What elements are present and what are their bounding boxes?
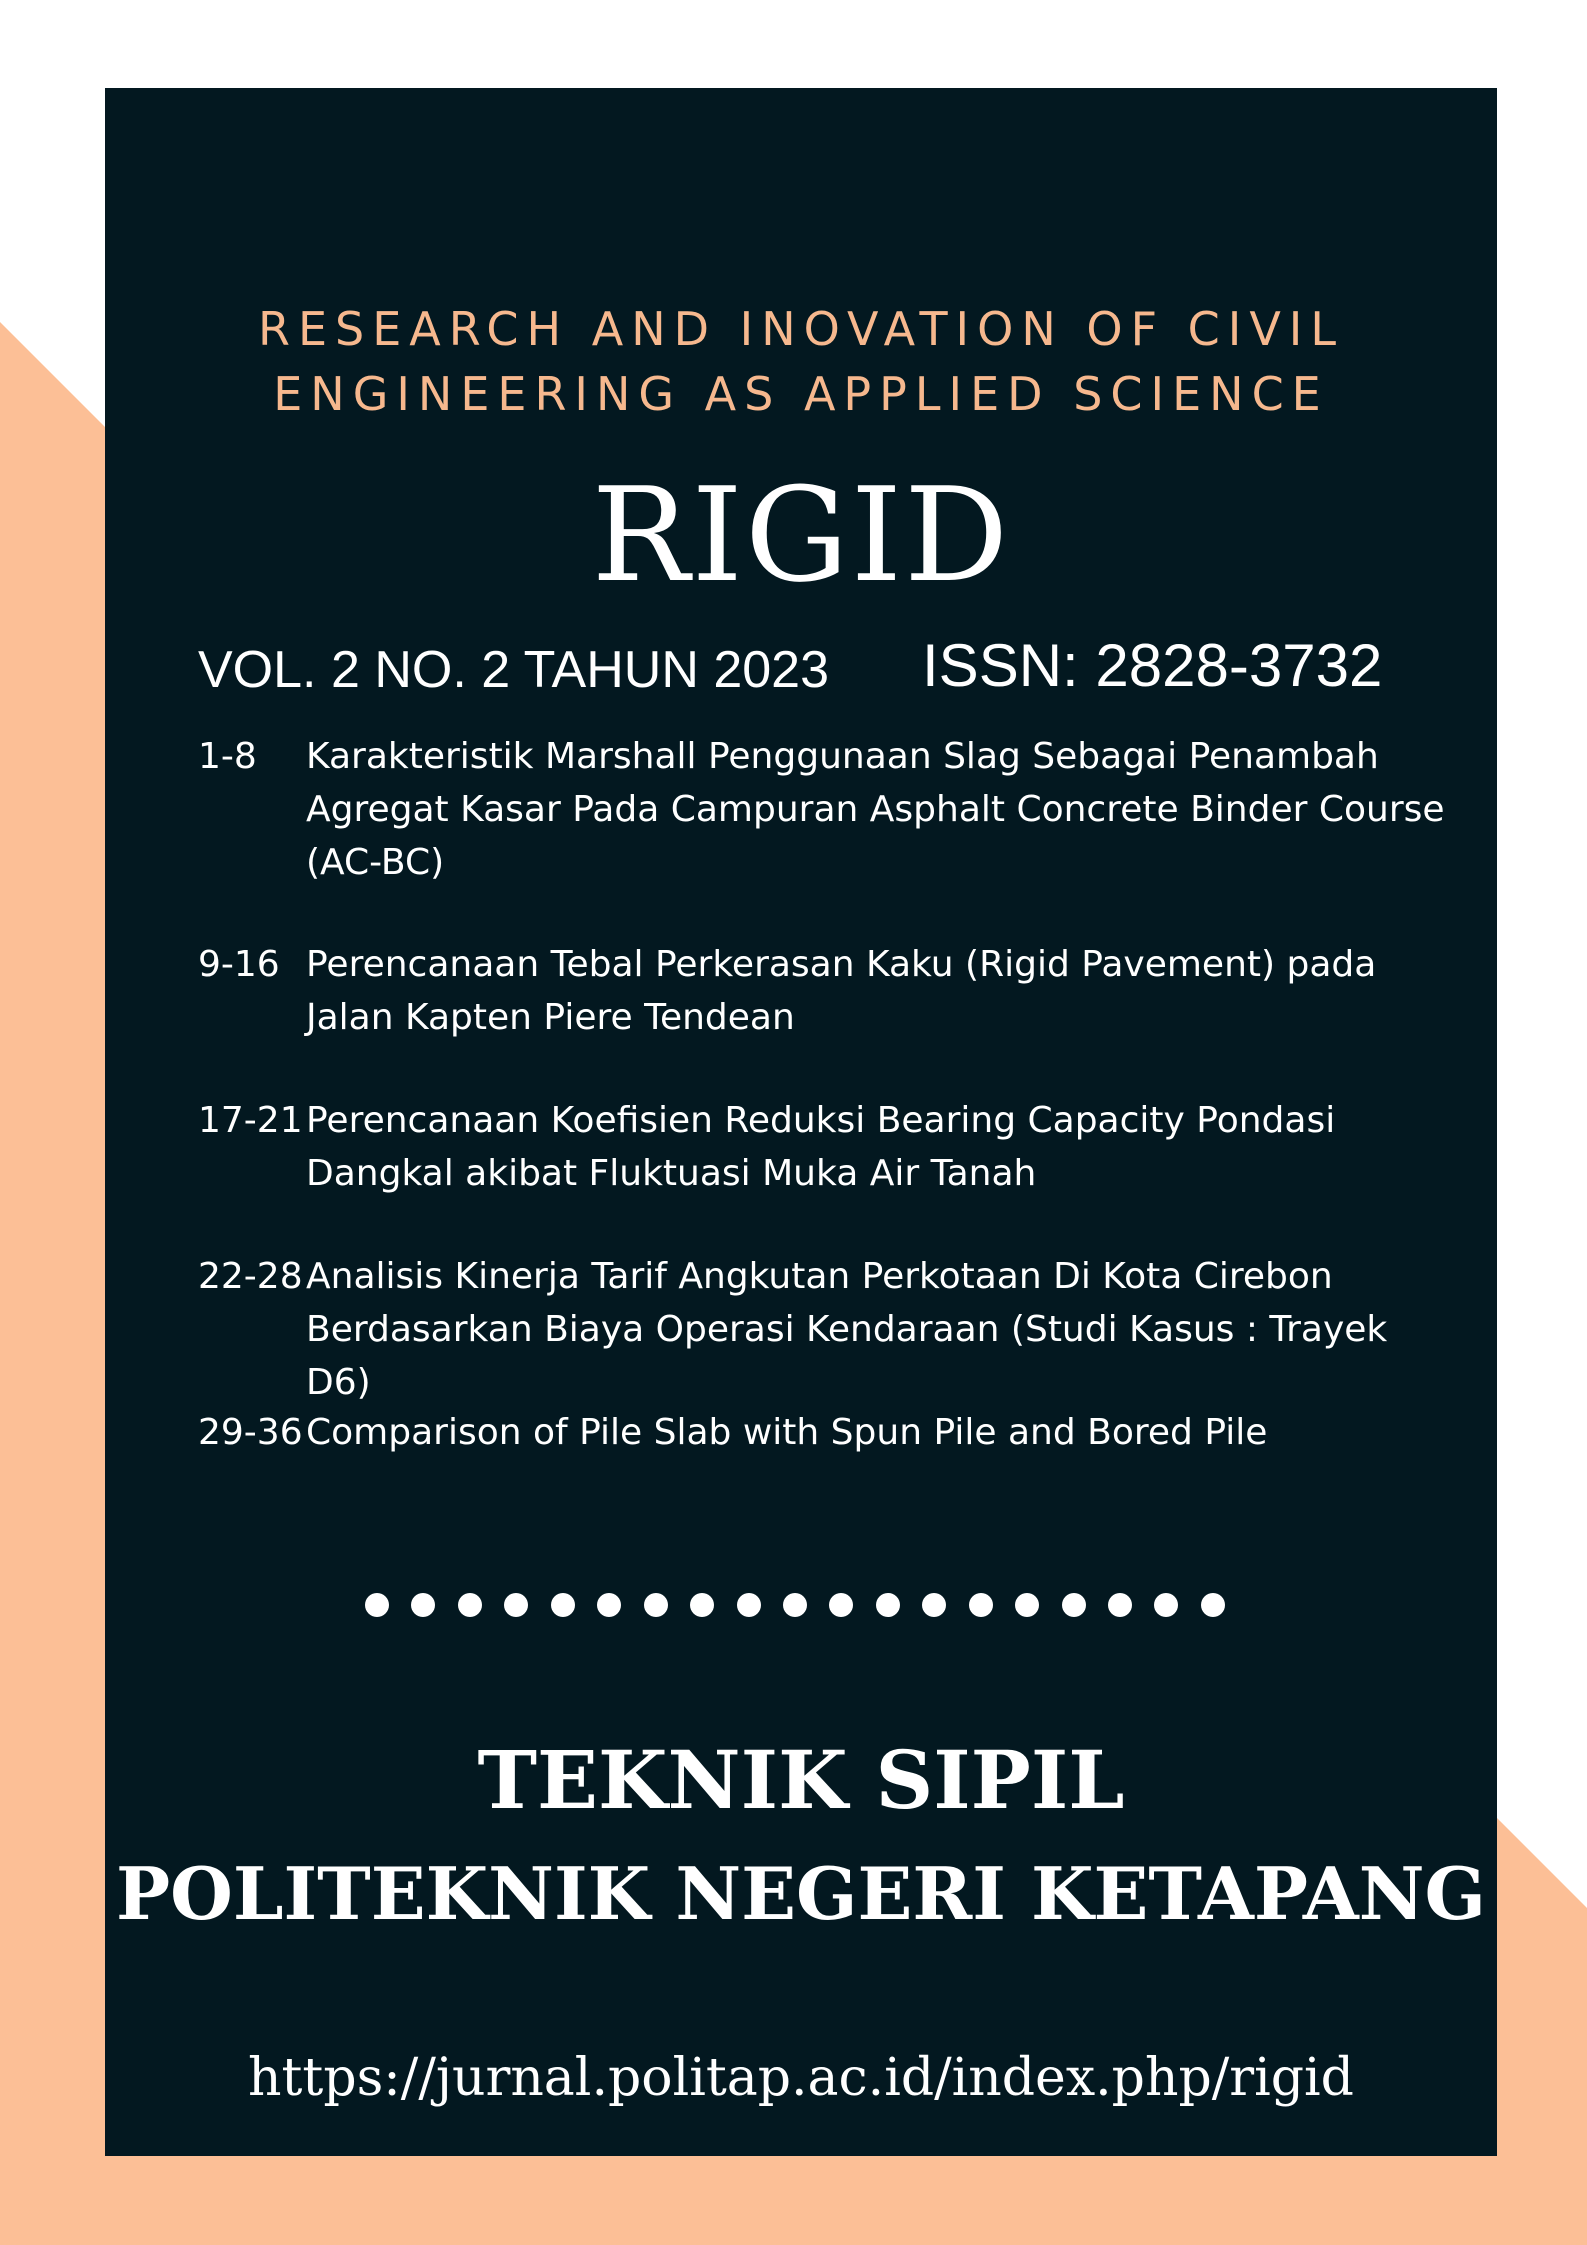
divider-dot [504,1593,528,1617]
department-name: TEKNIK SIPIL [477,1733,1125,1827]
peach-bottom-band [0,2156,1587,2245]
divider-dot [597,1593,621,1617]
peach-corner-shape-left [0,322,105,2245]
article-title: Karakteristik Marshall Penggunaan Slag Sebagai Penambah Agregat Kasar Pada Campuran Asphalt Concrete Binder Course (AC-BC) [306,736,1445,883]
divider-dot [644,1593,668,1617]
divider-dot [922,1593,946,1617]
divider-dot [365,1593,389,1617]
divider-dot [411,1593,435,1617]
journal-title: RIGID [591,459,1011,611]
divider-dot [1062,1593,1086,1617]
article-title: Analisis Kinerja Tarif Angkutan Perkotaan Di Kota Cirebon Berdasarkan Biaya Operasi Kendaraan (Studi Kasus : Trayek D6) [306,1256,1388,1403]
journal-url: https://jurnal.politap.ac.id/index.php/rigid [248,2048,1354,2108]
article-pages: 29-36 [198,1412,303,1453]
divider-dot [1015,1593,1039,1617]
divider-dot [690,1593,714,1617]
divider-dot [783,1593,807,1617]
article-title: Perencanaan Koefisien Reduksi Bearing Capacity Pondasi Dangkal akibat Fluktuasi Muka Air Tanah [306,1100,1336,1194]
divider-dot [551,1593,575,1617]
tagline-line-2: ENGINEERING AS APPLIED SCIENCE [273,367,1329,421]
divider-dot [458,1593,482,1617]
divider-dot [1154,1593,1178,1617]
divider-dot [829,1593,853,1617]
issue-issn: ISSN: 2828-3732 [922,632,1383,699]
divider-dot [876,1593,900,1617]
article-pages: 22-28 [198,1256,303,1297]
divider-dot [1108,1593,1132,1617]
dot-divider [365,1590,1225,1620]
article-pages: 9-16 [198,944,280,985]
issue-volume: VOL. 2 NO. 2 TAHUN 2023 [198,641,830,699]
divider-dot [1201,1593,1225,1617]
article-pages: 17-21 [198,1100,303,1141]
article-title: Comparison of Pile Slab with Spun Pile and Bored Pile [306,1412,1268,1453]
institution-name: POLITEKNIK NEGERI KETAPANG [115,1851,1486,1936]
tagline-line-1: RESEARCH AND INOVATION OF CIVIL [257,302,1345,356]
divider-dot [737,1593,761,1617]
article-pages: 1-8 [198,736,257,777]
article-title: Perencanaan Tebal Perkerasan Kaku (Rigid Pavement) pada Jalan Kapten Piere Tendean [306,944,1377,1038]
divider-dot [969,1593,993,1617]
